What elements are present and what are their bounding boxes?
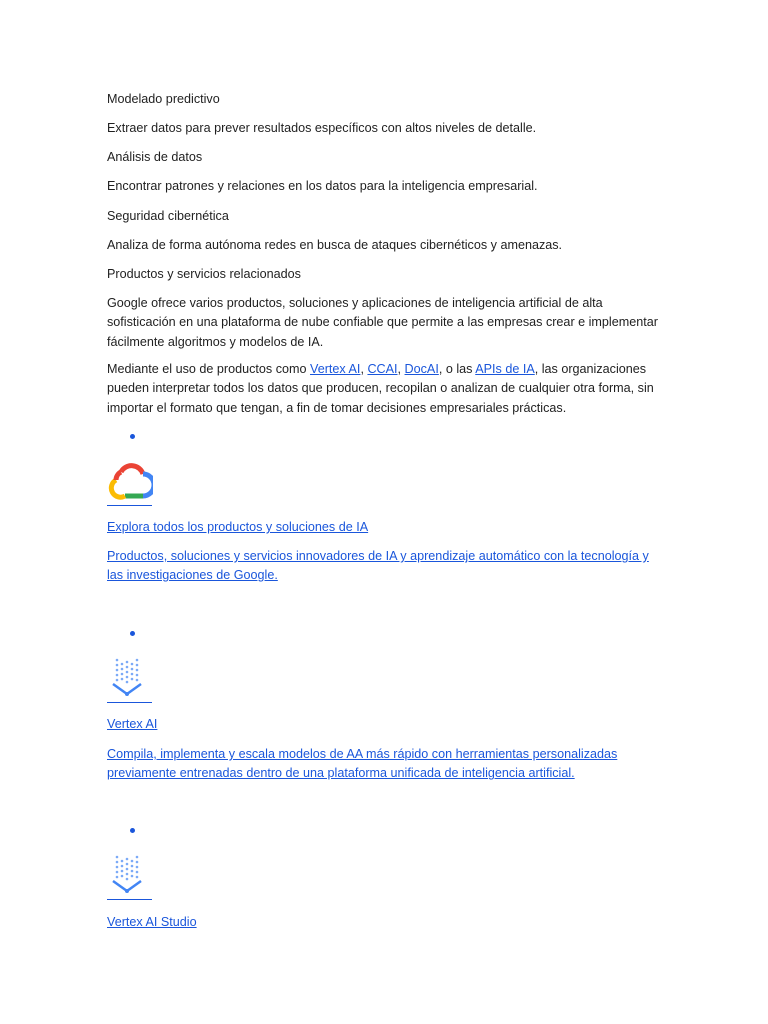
text-segment: , o las [438, 362, 476, 376]
card-desc-explora[interactable] [107, 547, 667, 586]
card-title-vertex-ai[interactable] [107, 715, 667, 734]
icon-underline [107, 899, 152, 900]
link-vertex-ai[interactable]: Vertex AI [310, 362, 361, 376]
card-desc-vertex-ai[interactable] [107, 745, 667, 784]
heading-seguridad: Seguridad cibernética [107, 209, 229, 223]
text-segment: , [397, 362, 405, 376]
text-segment: , las organizaciones pueden interpretar todos los datos que producen, recopilan o analizan de cualquier otra forma, sin importar el formato que tengan, a fin de tomar decisiones empresariales prácticas. [107, 362, 654, 415]
list-bullet [130, 434, 135, 439]
link-apis-ia[interactable]: APIs de IA [475, 362, 535, 376]
text-seguridad-desc: Analiza de forma autónoma redes en busca de ataques cibernéticos y amenazas. [107, 238, 563, 252]
heading-analisis-datos: Análisis de datos [107, 150, 203, 164]
card-title-explora[interactable] [107, 518, 667, 537]
heading-productos-relacionados: Productos y servicios relacionados [107, 267, 301, 281]
icon-underline [107, 702, 152, 703]
list-bullet [130, 828, 135, 833]
vertex-ai-icon[interactable] [107, 656, 153, 702]
google-cloud-icon[interactable] [107, 460, 153, 506]
vertex-ai-studio-icon[interactable] [107, 853, 153, 899]
icon-underline [107, 505, 152, 506]
link-vertex-ai-studio[interactable]: Vertex AI Studio [107, 915, 197, 929]
link-vertex-ai-desc[interactable]: Compila, implementa y escala modelos de AA más rápido con herramientas personalizadas previamente entrenadas dentro de una plataforma unificada de inteligencia artificial. [107, 747, 618, 781]
text-segment: Mediante el uso de productos como [107, 362, 311, 376]
text-modelado-desc: Extraer datos para prever resultados específicos con altos niveles de detalle. [107, 121, 537, 135]
text-analisis-desc: Encontrar patrones y relaciones en los datos para la inteligencia empresarial. [107, 179, 538, 193]
text-segment: , [360, 362, 368, 376]
heading-modelado-predictivo: Modelado predictivo [107, 92, 220, 106]
link-docai[interactable]: DocAI [404, 362, 439, 376]
card-title-vertex-ai-studio[interactable] [107, 913, 667, 932]
link-explora-desc[interactable]: Productos, soluciones y servicios innovadores de IA y aprendizaje automático con la tecnología y las investigaciones de Google. [107, 549, 649, 583]
link-vertex-ai-card[interactable]: Vertex AI [107, 717, 158, 731]
text-mediante-uso [107, 360, 667, 418]
link-explora[interactable]: Explora todos los productos y soluciones de IA [107, 520, 369, 534]
text-google-ofrece: Google ofrece varios productos, soluciones y aplicaciones de inteligencia artificial de alta sofisticación en una plataforma de nube confiable que permite a las empresas crear e implementar fácilmente algoritmos y modelos de IA. [107, 296, 658, 349]
link-ccai[interactable]: CCAI [367, 362, 398, 376]
list-bullet [130, 631, 135, 636]
